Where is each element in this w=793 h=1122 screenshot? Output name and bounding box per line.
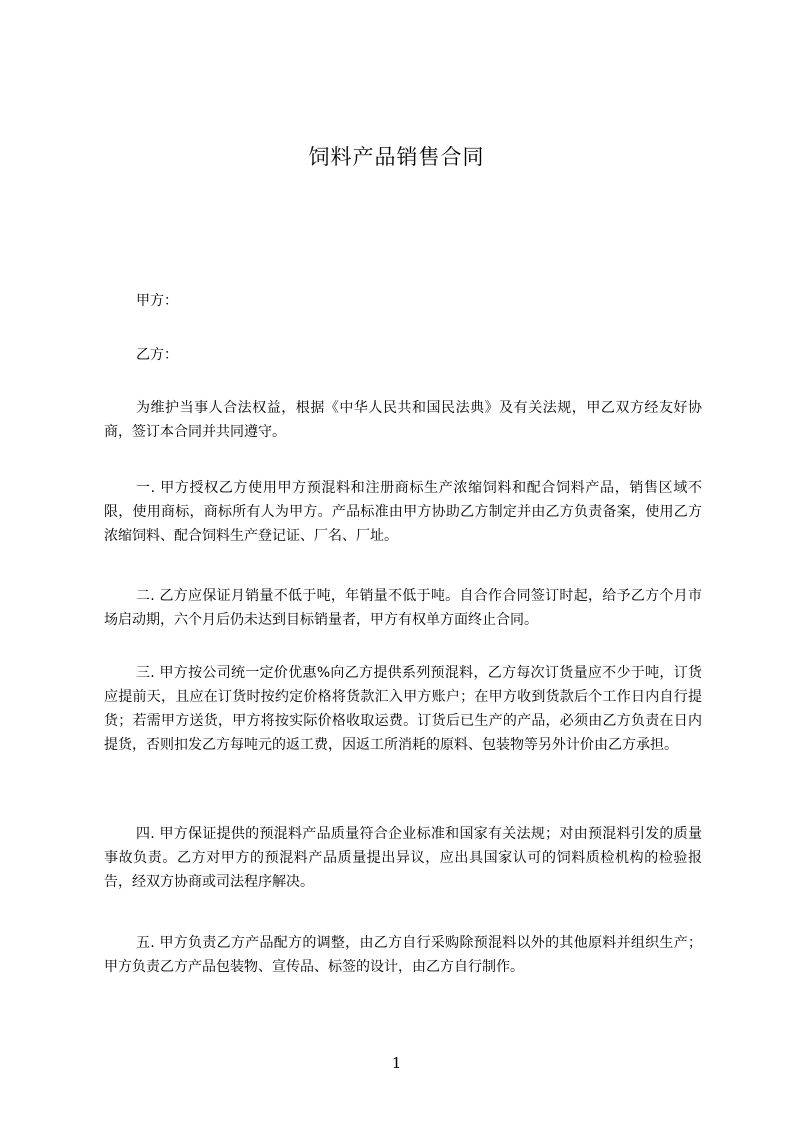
document-title: 饲料产品销售合同 bbox=[308, 145, 485, 169]
page-number: 1 bbox=[391, 1054, 402, 1072]
clause-4: 四. 甲方保证提供的预混料产品质量符合企业标准和国家有关法规；对由预混料引发的质量事故负责。乙方对甲方的预混料产品质量提出异议，应出具国家认可的饲料质检机构的检验报告，经双方协商或司法程序解决。 bbox=[104, 826, 702, 890]
clause-2: 二. 乙方应保证月销量不低于吨，年销量不低于吨。自合作合同签订时起，给予乙方个月市场启动期，六个月后仍未达到目标销量者，甲方有权单方面终止合同。 bbox=[104, 588, 702, 628]
party-b-label: 乙方： bbox=[136, 347, 178, 363]
clause-3: 三. 甲方按公司统一定价优惠%向乙方提供系列预混料，乙方每次订货量应不少于吨，订货应提前天，且应在订货时按约定价格将货款汇入甲方账户；在甲方收到货款后个工作日内自行提货；若需甲方送货，甲方将按实际价格收取运费。订货后已生产的产品，必须由乙方负责在日内提货，否则扣发乙方每吨元的返工费，因返工所消耗的原料、包装物等另外计价由乙方承担。 bbox=[104, 665, 702, 753]
preamble-paragraph: 为维护当事人合法权益，根据《中华人民共和国民法典》及有关法规，甲乙双方经友好协商，签订本合同并共同遵守。 bbox=[104, 400, 702, 440]
clause-1: 一. 甲方授权乙方使用甲方预混料和注册商标生产浓缩饲料和配合饲料产品，销售区域不限，使用商标，商标所有人为甲方。产品标准由甲方协助乙方制定并由乙方负责备案，使用乙方浓缩饲料、配合饲料生产登记证、厂名、厂址。 bbox=[104, 480, 702, 544]
party-a-label: 甲方： bbox=[136, 293, 178, 309]
clause-5: 五. 甲方负责乙方产品配方的调整，由乙方自行采购除预混料以外的其他原料并组织生产；甲方负责乙方产品包装物、宣传品、标签的设计，由乙方自行制作。 bbox=[104, 935, 702, 975]
